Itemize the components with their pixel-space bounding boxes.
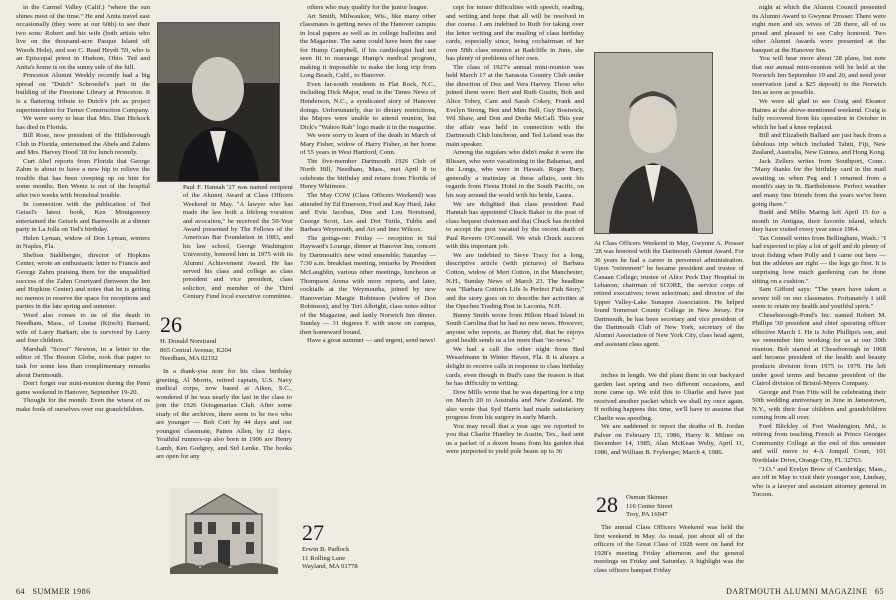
- address-line: Wayland, MA 01778: [302, 563, 358, 570]
- page-number: 64: [16, 587, 25, 596]
- paragraph: Sam Gifford says: "The years have taken a severe toll on our classmates. Fortunately I still seem to retain my health and youthful spirit.": [752, 286, 886, 311]
- page-number: 65: [875, 587, 884, 596]
- address-line: Erwin B. Padlock: [302, 546, 350, 553]
- paragraph: Bill Rose, now president of the Hillsborough Club in Florida, entertained the Abels and Zahms and Mrs. Harvey Hood '18 for lunch recently.: [16, 132, 150, 157]
- issue-title: SUMMER 1986: [32, 587, 91, 596]
- class-secretary-address: [626, 494, 673, 520]
- paragraph: In connection with the publication of Ted Geisel's latest book, Ken Montgomery entertained the Geisels and Barnwells at a dinner party in La Jolla on Ted's birthday.: [16, 200, 150, 234]
- paragraph: Tax Connell writes from Bellingham, Wash.: "I had expected to play a lot of golf and do plenty of trout fishing when Polly and I came out here — but the athletes are right — the legs go first. It is surprising how much gardening can be done sitting on a cushion.": [752, 234, 886, 285]
- paragraph: Shelton Stahlberger, director of Hopkins Center, wrote an enthusiastic letter to Francis and George Zahm praising them for the unqualified success of the Zahm Courtyard (between the Inn and Hopkins Center) and notes that he is getting no memos to reserve the space for receptions and parties in the late spring and summer.: [16, 251, 150, 311]
- class-secretary-address: [160, 338, 231, 364]
- paragraph: The May COW (Class Officers Weekend) was attended by Ed Emerson, Fred and Kay Hurd, Jake and Evie Jacobus, Don and Lou Norstrand, George Scott, Les and Dot Tuttle, Tubbs and Barbara Weymouth, and Art and Inez Wilcox.: [300, 192, 436, 234]
- address-line: Needham, MA 02192: [160, 355, 218, 362]
- footer-left: [16, 587, 91, 596]
- paragraph: In a thank-you note for his class birthday greeting, Al Morris, retired captain, U.S. Navy medical corps, now based at Aiken, S.C., wondered if he was nearly the last in the class to join the 1926 Octogenarian Club. After some study of the archives, there seem to be two who are younger — Bob Cort by 44 days and our youngest classmate, Patten Allen, by 12 days. Youthful runners-up also born in 1906 are Henry Lamb, Ken Godgrey, and Sid Lenke. The books are open for any: [156, 368, 292, 461]
- column-3-top: [300, 4, 436, 516]
- class-number-28: 28: [596, 492, 618, 517]
- paragraph: We are delighted that class president Paul Hannah has appointed Chuck Baker to the post of class bequest chairman and that Chuck has decided to accept the post vacated by the recent death of Paul Reverre O'Connell. We wish Chuck success with this important job.: [446, 200, 584, 251]
- paragraph: Bill and Elizabeth Ballard are just back from a fabulous trip which included Tahiti, Fiji, New Zealand, Australia, New Guinea, and Hong Kong.: [752, 132, 886, 157]
- paragraph: Dow Mills wrote that he was departing for a trip on March 20 to Australia and New Zealand. He also wrote that Syd Harris had made satisfactory progress from his surgery in early March.: [446, 388, 584, 422]
- column-2: [156, 368, 292, 488]
- paragraph: Ford Blickley of Fort Washington, Md., is retiring from teaching French at Prince Georges Community College at the end of this semester and will move to 4-A Jonquil Court, 101 Northlake Drive, Orange City, FL 32763.: [752, 422, 886, 464]
- paragraph: others who may qualify for the junior league.: [307, 4, 429, 11]
- class-number-26: 26: [160, 312, 182, 337]
- class-secretary-address: [302, 546, 358, 572]
- portrait-figure-icon: [595, 53, 712, 233]
- paragraph: Cheseborough-Pond's Inc. named Robert M. Phillips '30 president and chief operating officer effective March 1. He is John Phillips's son, and we remember him working for us at our 30th reunion. Bob started at Cheseborough in 1968 and became president of the health and beauty products division from 1975 to 1979. He left under good terms and became president of the Clairol division of Bristol-Myers Company.: [752, 311, 886, 388]
- portrait-photo-hannah: [157, 22, 280, 182]
- paragraph: The annual Class Officers Weekend was held the first weekend in May. As usual, just about all of the officers of the Great Class of 1928 were on hand for 1928's meeting Friday afternoon and the general meetings on Friday and Saturday. A highlight was the class officers banquet Friday: [594, 524, 744, 574]
- paragraph: You may recall that a year ago we reported to you that Charlie Huntley in Austin, Tex., had sent us a packet of a dozen beans from his garden that were purported to yield pole beans up to 36: [446, 422, 584, 456]
- paragraph: Art Smith, Milwaukee, Wis., like many other classmates is getting news of the Hanover campus in local papers as well as in college bulletins and the Magazine. The same could have been the case for Hump Campbell, if his cardiologist had not seen fit to rearrange Hump's medical program, making it impossible to make the long trip from Long Beach, Calif., to Hanover.: [300, 12, 436, 80]
- address-line: 11 Rolling Lane: [302, 554, 346, 562]
- paragraph: We had a call the other night from Bud Wesselmann in Winter Haven, Fla. It is always a delight to receive calls in response to class birthday cards, even though in Bud's case the reason is that he has difficulty in writing.: [446, 345, 584, 388]
- column-1: [16, 4, 150, 582]
- paragraph: Bunny Smith wrote from Hilton Head Island in South Carolina that he had no new news. However, anyone who reports, as Bunny did, that he enjoys good health sends us a lot more than "no news.": [446, 311, 584, 345]
- paragraph: We were sorry to hear that Mrs. Dan Hickock has died in Florida.: [16, 115, 150, 131]
- paragraph: We were all glad to see Craig and Eleanor Haines at the above-mentioned weekend. Craig is fully recovered from his operation in October in which he had a knee replaced.: [752, 98, 886, 131]
- paragraph: You will hear more about '28 plans, but note that our annual mini-reunion will be held at the Norwich Inn September 19 and 20, and send your reservation (and a $25 deposit) to the Norwich Inn as soon as possible.: [752, 55, 886, 97]
- address-line: Osmun Skinner: [626, 494, 668, 501]
- paragraph: Have a great summer — and urgent, send news!: [307, 337, 436, 345]
- portrait-photo-prosser: [594, 52, 713, 234]
- paragraph: Jack Zellers writes from Southport, Conn.: "Many thanks for the birthday card in the mail awaiting us when Peg and I returned from a month's stay in St. Barthelemew. Perfect weather and many fine friends from the years we've been going there.": [752, 157, 886, 208]
- footer-right: [726, 587, 884, 596]
- paragraph: We were sorry to learn of the death in March of Mary Fisher, widow of Harry Fisher, at her home of 55 years in West Hartford, Conn.: [300, 132, 436, 157]
- class-number-27: 27: [302, 520, 324, 545]
- paragraph: Among the regulars who didn't make it were the Blissen, who were vacationing in the Bahamas, and the Longs, who were in Hawaii. Roger Bury, generally a mainstay at these affairs, sent his regards from Fiesta Hotel in the South Pacific, on his way around the world with his bride, Laura.: [446, 149, 584, 200]
- paragraph: Budd and Milbs Maring left April 15 for a month in Antigua, their favorite island, which they have visited every year since 1964.: [752, 209, 886, 234]
- photo-caption-hannah: Paul F. Hannah '27 was named recipient of the Alumni Award at Class Officers Weekend in May. "A lawyer who has made the law both a lifelong vocation and avocation," he received the 50-Year Award presented by The Fellows of the American Bar Foundation in 1983, and his law school, George Washington University, honored him in 1975 with its Alumni Achievement Award. He has served his class and college as class president and vice president, class solicitor, and member of the Third Century Fund local executive committee.: [183, 184, 293, 301]
- column-5: [594, 372, 744, 484]
- building-icon: [170, 488, 278, 574]
- column-6: [752, 4, 886, 582]
- paragraph: Princeton Alumni Weekly recently had a big spread on "Dutch" Schroedel's part in the building of the Firestone Library at Princeton. It is a flattering tribute to Dutch's job as project superintendent for Turner Construction Company.: [16, 72, 150, 114]
- photo-caption-prosser: At Class Officers Weekend in May, Gwynne A. Prosser '28 was honored with the Dartmouth Alumni Award. For 36 years he had a career in personnel administration. Upon "retirement" he became president and trustee of Canaan College; trustee of Alice Peck Day Hospital in Lebanon; chairman of SCORE, the service corps of retired executives; town selectman; and director of the Upper Valley-Lake Sunapee Association. He helped found Somerset County College in New Jersey. For Dartmouth, he has been secretary and vice president of the Dartmouth Club of New York, secretary of the Alumni Association of New York City, class head agent, and assistant class agent.: [594, 240, 744, 348]
- column-5b: [594, 524, 744, 584]
- magazine-title: DARTMOUTH ALUMNI MAGAZINE: [726, 587, 868, 596]
- address-line: H. Donald Norstrand: [160, 338, 217, 345]
- paragraph: in the Carmel Valley (Calif.) "where the sun shines most of the time." He and Anita travel east occasionally (they were at our 60th) to see their two sons: Robert and his wife (both artists who live on the thousand-acre Pasque Island off Woods Hole), and son C. Read Heydt '59, who is an Episcopal priest in Hudson, Ohio. Ted and Anita's home is on the sunny side of the hill.: [16, 4, 150, 71]
- address-line: 116 Center Street: [626, 502, 673, 510]
- paragraph: Helen Lyman, widow of Don Lyman, winters in Naples, Fla.: [16, 234, 150, 251]
- paragraph: Even far-south residents in Flat Rock, N.C., including Dick Major, read in the Times News of Henderson, N.C., a syndicated story of Hanover doings. Unfortunately, due to dietary restrictions, the Majors were unable to attend reunion, but Dick's "Wahoo Rah" logo made it in the magazine.: [300, 80, 436, 131]
- portrait-figure-icon: [158, 23, 279, 181]
- paragraph: We are saddened to report the deaths of B. Jordan Palver on February 15, 1986, Harry R. Milner on December 14, 1985, Alan McKean Welty, April 11, 1986, and William B. Fryberger, March 4, 1986.: [594, 423, 744, 456]
- paragraph: Word also comes to us of the death in Needham, Mass., of Louise (Kirsch) Barnard, wife of Larry Barkart; she is survived by Larry and four children.: [16, 311, 150, 345]
- paragraph: Thought for the month: Even the wisest of us make fools of ourselves over our grandchildren.: [16, 397, 150, 413]
- paragraph: The five-member Dartmouth 1926 Club of North Hill, Needham, Mass., met April 8 to celebrate the birthday and return from Florida of Henry Whitmore.: [300, 157, 436, 191]
- paragraph: Marshall "Scoot" Newton, in a letter to the editor of The Boston Globe, took that paper to task for some less than complimentary remarks about Dartmouth.: [16, 345, 150, 379]
- paragraph: The goings-on: Friday — reception in Sid Hayward's Lounge, dinner at Hanover Inn, concert by Dartmouth's new wind ensemble; Saturday — 7:30 a.m. breakfast meeting, remarks by President McLaughlin, various other meetings, luncheon at Thompson Arena with more reports, and later, cocktails at the Weymouths, joined by new Hanoverian Margie Robinson (widow of Don Robinson), and by Teri Albright, class notes editor of the Magazine, and lastly Norwich Inn dinner. Sunday — 31 degrees F. with snow on campus, then homeward bound.: [300, 234, 436, 336]
- paragraph: inches in length. We did plant them in our backyard garden last spring and two different occasions, and none came up. We told this to Charlie and have just received another packet which we shall try once again. If nothing happens this time, we'll have to assume that Charlie was spoofing.: [594, 372, 744, 422]
- paragraph: The class of 1927's annual mini-reunion was held March 17 at the Sarasota Country Club under the direction of Doc and Vera Harvey. Those who joined them were: Bert and Ruth Gustin, Bob and Alice Tobey, Cam and Sarah Cokey, Frank and Evelyn Strong, Ben and Mim Bell, Guy Bostwick, Wil Shaw, and Don and Dodie McCall. This year the affair was held in connection with the Dartmouth Club luncheon, and Ted Leland was the main speaker.: [446, 63, 584, 148]
- paragraph: night at which the Alumni Council presented its Alumni Award to Gwynne Prosser. There were eight men and six wives of '28 there, all of us proud and pleased to see Cuby honored. Two other Alumni Awards were presented at the banquet at the Hanover Inn.: [752, 4, 886, 54]
- paragraph: We are indebted to Steve Tracy for a long, descriptive article (with pictures) of Barbara Cotton, widow of Mert Cotton, in the Manchester, N.H., Sunday News of March 23. The headline was "Barbara Cotton's Life Is Perfect Fish Story," and the story goes on to describe her activities at the Opechee Trading Post in Laconia, N.H.: [446, 251, 584, 311]
- paragraph: "J.O." and Evelyn Brow of Cambridge, Mass., are off in May to visit their younger son, Lindsay, who is a lawyer and assistant attorney general in Tucson.: [752, 465, 886, 499]
- address-line: Troy, PA 16947: [626, 511, 668, 518]
- column-4: [446, 4, 584, 582]
- paragraph: Don't forget our mini-reunion during the Penn game weekend in Hanover, September 19-20.: [16, 380, 150, 396]
- paragraph: George and Fran Fitts will be celebrating their 50th wedding anniversary in June in Jamestown, N.Y., with their four children and grandchildren coming from all over.: [752, 388, 886, 422]
- paragraph: cept for minor difficulties with speech, reading, and writing and hope that all will be resolved in due course. I am indebted to Ruth for taking over the letter writing and the mailing of class birthday cards, especially since, being cochairman of her own 50th class reunion at Radcliffe in June, she has plenty of problems of her own.: [446, 4, 584, 63]
- address-line: 865 Central Avenue, K204: [160, 346, 232, 354]
- building-illustration: [170, 488, 278, 574]
- paragraph: Curt Abel reports from Florida that George Zahm is about to have a new hip to relieve the trouble that has been creeping up on him for some months. Ben Wentz is out of the hospital after two weeks with bronchial trouble.: [16, 157, 150, 200]
